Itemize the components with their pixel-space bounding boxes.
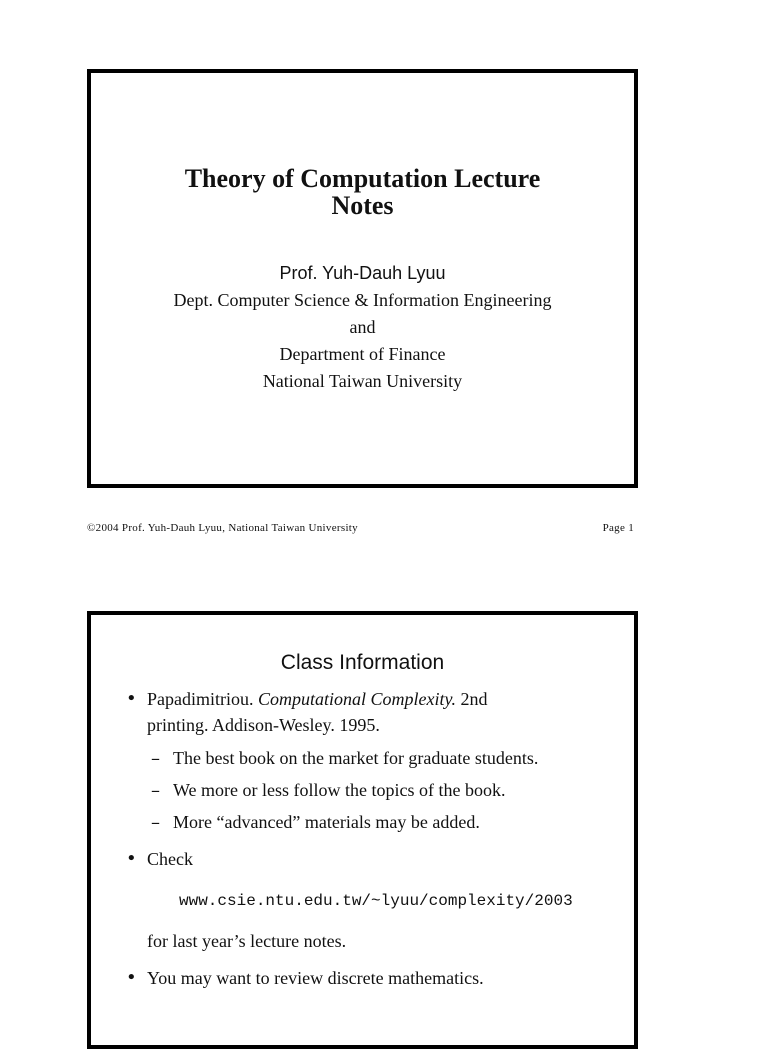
subitem-follow-topics: We more or less follow the topics of the book. [173, 780, 506, 800]
book-citation-line1 [147, 689, 488, 710]
book-title: Computational Complexity. [258, 689, 456, 709]
subitem-best-book: The best book on the market for graduate students. [173, 748, 539, 768]
slide-title-line2: Notes [331, 191, 394, 220]
course-url[interactable]: www.csie.ntu.edu.tw/~lyuu/complexity/2003 [179, 892, 573, 910]
affiliation-finance: Department of Finance [279, 344, 446, 364]
book-edition: 2nd [460, 689, 488, 709]
review-text: You may want to review discrete mathematics. [147, 968, 484, 988]
dash-icon: – [151, 780, 160, 801]
affiliation-university: National Taiwan University [262, 371, 463, 391]
subitem-advanced: More “advanced” materials may be added. [173, 812, 480, 832]
bullet-icon: • [126, 848, 137, 869]
check-text: Check [147, 849, 193, 869]
book-citation-line2: printing. Addison-Wesley. 1995. [147, 715, 380, 735]
slide2-title: Class Information [280, 651, 445, 674]
footer-page-number: Page 1 [602, 522, 634, 534]
slide-title [91, 165, 634, 219]
book-author: Papadimitriou. [147, 689, 254, 709]
class-info-slide [87, 611, 638, 1049]
title-slide [87, 69, 638, 488]
dash-icon: – [151, 812, 160, 833]
dash-icon: – [151, 748, 160, 769]
lecture-notes-text: for last year’s lecture notes. [147, 931, 347, 951]
author-name: Prof. Yuh-Dauh Lyuu [279, 263, 446, 283]
slide-title-line1: Theory of Computation Lecture [184, 164, 541, 193]
affiliation-dept: Dept. Computer Science & Information Engineering [173, 290, 552, 310]
affiliation-and: and [349, 317, 376, 337]
footer-copyright: ©2004 Prof. Yuh-Dauh Lyuu, National Taiwan University [87, 522, 358, 534]
bullet-icon: • [126, 967, 137, 988]
bullet-icon: • [126, 688, 137, 709]
